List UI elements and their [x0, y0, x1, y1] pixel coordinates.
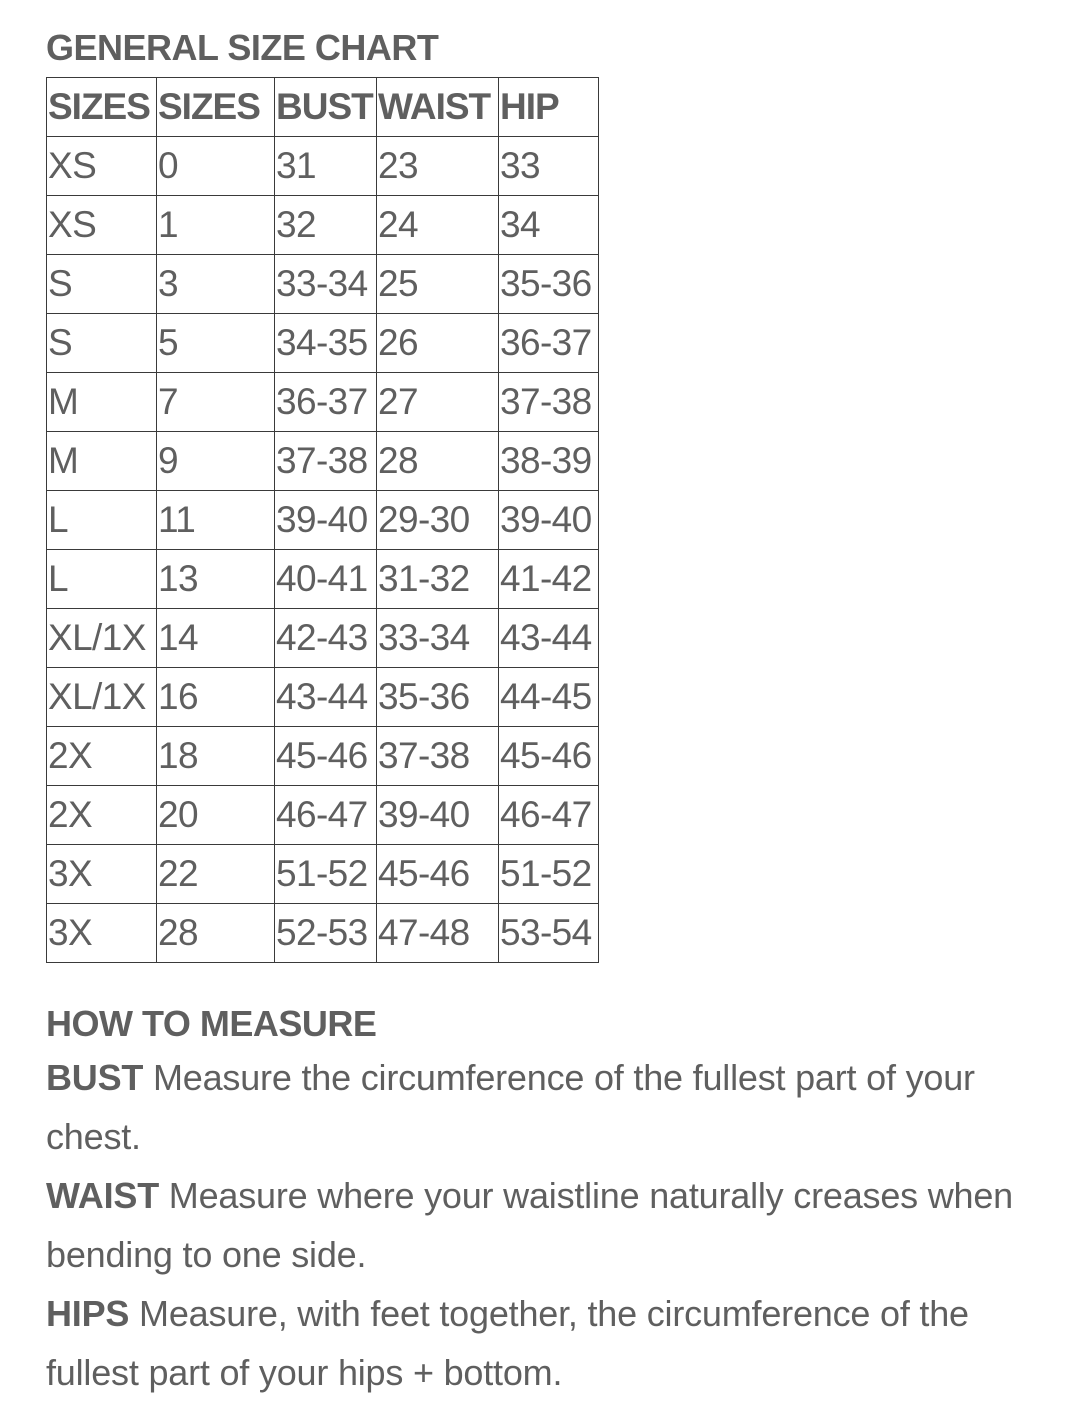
hip-cell: 44-45 — [499, 668, 599, 727]
column-header-bust: BUST — [275, 78, 377, 137]
size-letter-cell: L — [47, 491, 157, 550]
waist-cell: 45-46 — [377, 845, 499, 904]
how-to-measure-section — [46, 1000, 1036, 1402]
waist-cell: 29-30 — [377, 491, 499, 550]
table-row — [47, 550, 599, 609]
waist-cell: 27 — [377, 373, 499, 432]
table-row — [47, 491, 599, 550]
size-chart-table — [46, 77, 599, 963]
measure-text: Measure the circumference of the fullest part of your chest. — [46, 1057, 975, 1157]
column-header-hip: HIP — [499, 78, 599, 137]
bust-cell: 39-40 — [275, 491, 377, 550]
bust-cell: 33-34 — [275, 255, 377, 314]
size-number-cell: 14 — [157, 609, 275, 668]
table-row — [47, 432, 599, 491]
size-letter-cell: 3X — [47, 904, 157, 963]
bust-cell: 46-47 — [275, 786, 377, 845]
measure-instruction-bust — [46, 1048, 1036, 1166]
size-letter-cell: XL/1X — [47, 668, 157, 727]
table-row — [47, 845, 599, 904]
bust-cell: 51-52 — [275, 845, 377, 904]
size-letter-cell: 2X — [47, 786, 157, 845]
bust-cell: 32 — [275, 196, 377, 255]
measure-term: WAIST — [46, 1175, 159, 1216]
size-letter-cell: M — [47, 432, 157, 491]
table-row — [47, 373, 599, 432]
page-title: GENERAL SIZE CHART — [46, 27, 439, 68]
table-row — [47, 609, 599, 668]
hip-cell: 43-44 — [499, 609, 599, 668]
measure-text: Measure, with feet together, the circumference of the fullest part of your hips + bottom. — [46, 1293, 969, 1393]
size-number-cell: 7 — [157, 373, 275, 432]
size-number-cell: 28 — [157, 904, 275, 963]
hip-cell: 34 — [499, 196, 599, 255]
bust-cell: 31 — [275, 137, 377, 196]
column-header-sizes-letter: SIZES — [47, 78, 157, 137]
how-to-measure-heading: HOW TO MEASURE — [46, 1003, 377, 1044]
column-header-sizes-number: SIZES — [157, 78, 275, 137]
measure-text: Measure where your waistline naturally creases when bending to one side. — [46, 1175, 1014, 1275]
size-number-cell: 5 — [157, 314, 275, 373]
size-number-cell: 16 — [157, 668, 275, 727]
size-letter-cell: 3X — [47, 845, 157, 904]
size-letter-cell: XL/1X — [47, 609, 157, 668]
bust-cell: 40-41 — [275, 550, 377, 609]
table-row — [47, 904, 599, 963]
table-row — [47, 196, 599, 255]
size-letter-cell: L — [47, 550, 157, 609]
bust-cell: 52-53 — [275, 904, 377, 963]
bust-cell: 43-44 — [275, 668, 377, 727]
bust-cell: 42-43 — [275, 609, 377, 668]
hip-cell: 53-54 — [499, 904, 599, 963]
hip-cell: 37-38 — [499, 373, 599, 432]
waist-cell: 24 — [377, 196, 499, 255]
waist-cell: 26 — [377, 314, 499, 373]
hip-cell: 41-42 — [499, 550, 599, 609]
waist-cell: 33-34 — [377, 609, 499, 668]
bust-cell: 37-38 — [275, 432, 377, 491]
bust-cell: 36-37 — [275, 373, 377, 432]
size-number-cell: 13 — [157, 550, 275, 609]
size-letter-cell: XS — [47, 196, 157, 255]
hip-cell: 39-40 — [499, 491, 599, 550]
table-row — [47, 255, 599, 314]
hip-cell: 51-52 — [499, 845, 599, 904]
measure-instruction-waist — [46, 1166, 1036, 1284]
measure-instruction-hips — [46, 1284, 1036, 1402]
table-body — [47, 137, 599, 963]
size-letter-cell: S — [47, 255, 157, 314]
size-letter-cell: XS — [47, 137, 157, 196]
measure-term: HIPS — [46, 1293, 130, 1334]
size-number-cell: 18 — [157, 727, 275, 786]
size-number-cell: 11 — [157, 491, 275, 550]
size-letter-cell: 2X — [47, 727, 157, 786]
waist-cell: 37-38 — [377, 727, 499, 786]
hip-cell: 45-46 — [499, 727, 599, 786]
table-row — [47, 668, 599, 727]
waist-cell: 23 — [377, 137, 499, 196]
hip-cell: 38-39 — [499, 432, 599, 491]
waist-cell: 25 — [377, 255, 499, 314]
size-number-cell: 9 — [157, 432, 275, 491]
hip-cell: 46-47 — [499, 786, 599, 845]
waist-cell: 28 — [377, 432, 499, 491]
waist-cell: 35-36 — [377, 668, 499, 727]
table-row — [47, 137, 599, 196]
table-row — [47, 786, 599, 845]
size-number-cell: 0 — [157, 137, 275, 196]
bust-cell: 45-46 — [275, 727, 377, 786]
table-header-row — [47, 78, 599, 137]
waist-cell: 31-32 — [377, 550, 499, 609]
measure-term: BUST — [46, 1057, 144, 1098]
size-number-cell: 20 — [157, 786, 275, 845]
waist-cell: 47-48 — [377, 904, 499, 963]
size-letter-cell: S — [47, 314, 157, 373]
waist-cell: 39-40 — [377, 786, 499, 845]
size-number-cell: 22 — [157, 845, 275, 904]
table-row — [47, 314, 599, 373]
size-number-cell: 1 — [157, 196, 275, 255]
hip-cell: 35-36 — [499, 255, 599, 314]
hip-cell: 33 — [499, 137, 599, 196]
table-row — [47, 727, 599, 786]
size-number-cell: 3 — [157, 255, 275, 314]
column-header-waist: WAIST — [377, 78, 499, 137]
bust-cell: 34-35 — [275, 314, 377, 373]
hip-cell: 36-37 — [499, 314, 599, 373]
size-letter-cell: M — [47, 373, 157, 432]
